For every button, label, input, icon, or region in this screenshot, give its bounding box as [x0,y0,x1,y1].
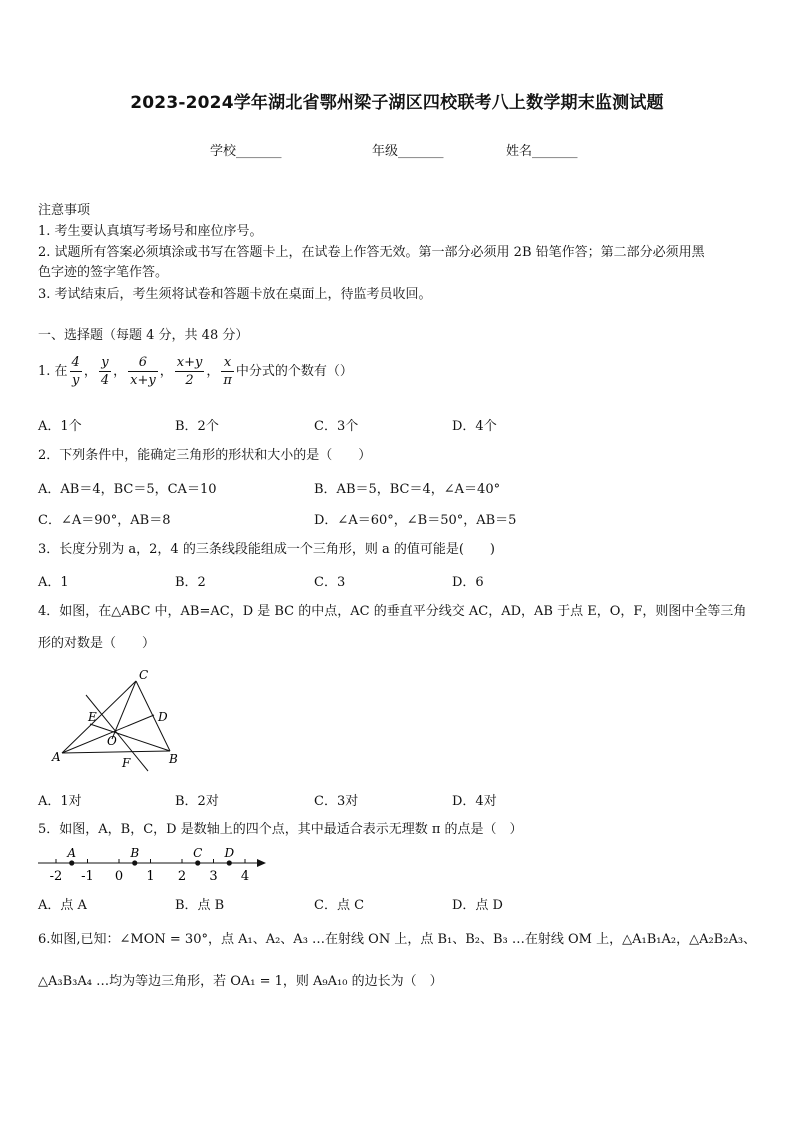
label-C: C [139,668,149,682]
q1-fraction-3: $\frac{6}{x+y}$ [130,355,156,388]
label-D: D [158,710,168,724]
point-label-a: A [67,846,77,860]
q1-option-c[interactable]: C．3个 [314,419,359,434]
label-O: O [107,734,117,748]
label-E: E [88,710,97,724]
q1-suffix: 中分式的个数有（） [235,364,353,379]
notice-heading: 注意事项 [38,203,91,218]
q1-fraction-2: $\frac{y}{4}$ [100,355,110,388]
q2-option-b[interactable]: B．AB＝5，BC＝4，∠A＝40° [314,482,501,497]
question-3: 3．长度分别为 a，2，4 的三条线段能组成一个三角形，则 a 的值可能是( ) [38,542,495,557]
question-4-line-2: 形的对数是（ ） [38,636,156,651]
tick-label: -1 [81,869,94,884]
school-field: 学校_______ [210,144,282,159]
q3-option-d[interactable]: D．6 [452,575,484,590]
perpendicular-bisector [86,695,148,771]
segment-AB [62,751,170,753]
q5-option-d[interactable]: D．点 D [452,898,503,913]
point-label-c: C [193,846,203,860]
label-A: A [52,750,61,764]
notice-item-1: 1. 考生要认真填写考场号和座位序号。 [38,224,263,239]
q3-option-a[interactable]: A．1 [38,575,69,590]
q1-option-b[interactable]: B．2个 [175,419,219,434]
name-field: 姓名_______ [506,144,578,159]
question-1: 1. 在 $\frac{4}{y}$ ， $\frac{y}{4}$ ， $\frac{6}{x+y}$ ， $\frac{x+y}{2}$ ， $\frac{x}{\pi}$ 中分式的个数有（） [38,355,353,388]
notice-item-3: 3. 考试结束后，考生须将试卷和答题卡放在桌面上，待监考员收回。 [38,287,432,302]
question-5: 5．如图，A，B，C，D 是数轴上的四个点，其中最适合表示无理数 π 的点是（ ） [38,822,523,837]
q4-option-b[interactable]: B．2对 [175,794,219,809]
point-a [69,860,74,865]
q2-option-a[interactable]: A．AB＝4，BC＝5，CA＝10 [38,482,217,497]
triangle-figure [40,665,190,780]
question-4-line-1: 4．如图，在△ABC 中，AB=AC，D 是 BC 的中点，AC 的垂直平分线交 AC，AD，AB 于点 E，O，F，则图中全等三角 [38,604,747,619]
tick-label: 4 [240,869,250,884]
question-2: 2．下列条件中，能确定三角形的形状和大小的是（ ） [38,448,372,463]
q5-option-a[interactable]: A．点 A [38,898,87,913]
point-c [195,860,200,865]
q5-option-c[interactable]: C．点 C [314,898,365,913]
tick-label: 0 [114,869,124,884]
number-line [36,845,268,885]
q2-option-d[interactable]: D．∠A＝60°，∠B＝50°，AB＝5 [314,513,517,528]
q1-fraction-1: $\frac{4}{y}$ [71,355,80,388]
point-d [227,860,232,865]
segment-B-E [90,724,170,751]
notice-item-2: 2. 试题所有答案必须填涂或书写在答题卡上，在试卷上作答无效。第一部分必须用 2B 铅笔作答；第二部分必须用黑 [38,245,705,260]
q1-prefix: 1. 在 [38,364,68,379]
q4-option-a[interactable]: A．1对 [38,794,82,809]
q1-fraction-4: $\frac{x+y}{2}$ [176,355,203,388]
segment-C-O [112,681,136,739]
question-6-line-2: △A₃B₃A₄ …均为等边三角形，若 OA₁ = 1，则 A₉A₁₀ 的边长为（ ） [38,974,443,989]
point-label-b: B [130,846,140,860]
label-F: F [122,756,131,770]
q1-option-d[interactable]: D．4个 [452,419,497,434]
tick-label: 3 [209,869,218,884]
q2-option-c[interactable]: C．∠A＝90°，AB＝8 [38,513,171,528]
exam-title: 2023-2024学年湖北省鄂州梁子湖区四校联考八上数学期末监测试题 [130,93,664,113]
q4-option-d[interactable]: D．4对 [452,794,497,809]
tick-label: -2 [49,869,63,884]
notice-item-2-cont: 色字迹的签字笔作答。 [38,265,169,280]
tick-label: 2 [177,869,187,884]
q3-option-b[interactable]: B．2 [175,575,206,590]
q1-option-a[interactable]: A．1个 [38,419,82,434]
section-heading: 一、选择题（每题 4 分，共 48 分） [38,328,249,343]
q5-option-b[interactable]: B．点 B [175,898,225,913]
label-B: B [169,752,178,766]
q1-fraction-5: $\frac{x}{\pi}$ [223,355,232,388]
point-label-d: D [224,846,235,860]
q4-option-c[interactable]: C．3对 [314,794,359,809]
point-b [132,860,137,865]
question-6-line-1: 6.如图,已知：∠MON = 30°，点 A₁、A₂、A₃ …在射线 ON 上，点 B₁、B₂、B₃ …在射线 OM 上，△A₁B₁A₂，△A₂B₂A₃、 [38,932,757,947]
number-line-arrow [257,859,266,867]
grade-field: 年级_______ [372,144,444,159]
q3-option-c[interactable]: C．3 [314,575,346,590]
tick-label: 1 [146,869,155,884]
